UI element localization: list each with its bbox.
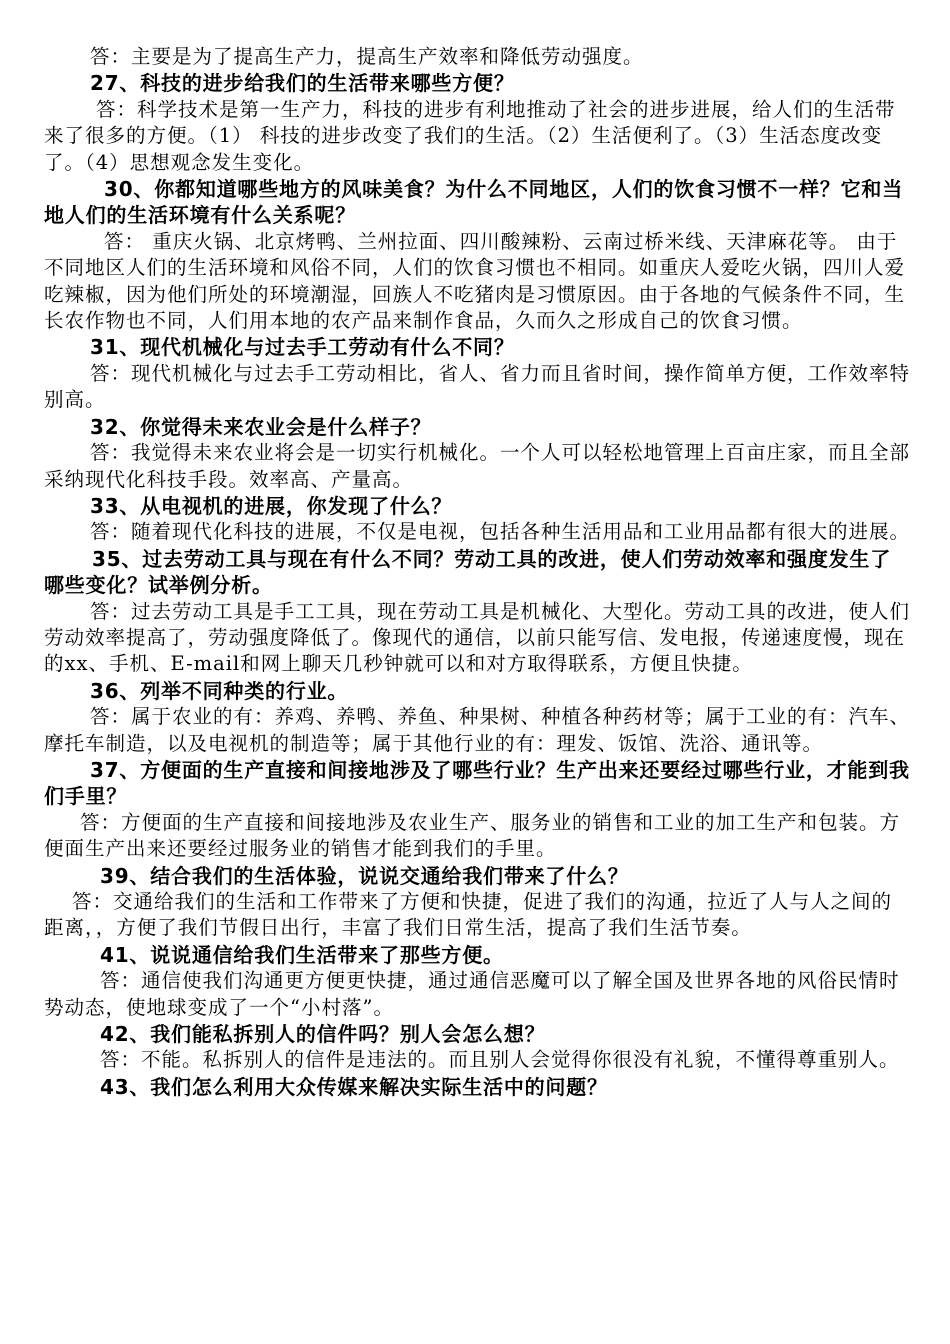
- question-heading: 27、科技的进步给我们的生活带来哪些方便？: [90, 71, 515, 96]
- question-heading: 41、说说通信给我们生活带来了那些方便。: [100, 942, 504, 967]
- question-heading: 32、你觉得未来农业会是什么样子？: [90, 414, 432, 439]
- answer-paragraph: 答：过去劳动工具是手工工具，现在劳动工具是机械化、大型化。劳动工具的改进，使人们劳动效率提高了，劳动强度降低了。像现代的通信，以前只能写信、发电报，传递速度慢，现在的xx、手机、E-mail和网上聊天几秒钟就可以和对方取得联系，方便且快捷。: [44, 599, 911, 676]
- question-heading: 35、过去劳动工具与现在有什么不同？劳动工具的改进，使人们劳动效率和强度发生了哪些变化？试举例分析。: [44, 546, 892, 598]
- question-heading: 42、我们能私拆别人的信件吗？别人会怎么想？: [100, 1022, 546, 1047]
- answer-paragraph: 答：通信使我们沟通更方便更快捷，通过通信恶魔可以了解全国及世界各地的风俗民情时势动态，使地球变成了一个“小村落”。: [44, 969, 900, 1019]
- answer-paragraph: 答：我觉得未来农业将会是一切实行机械化。一个人可以轻松地管理上百亩庄家，而且全部采纳现代化科技手段。效率高、产量高。: [44, 441, 911, 491]
- answer-paragraph: 答：随着现代化科技的进展，不仅是电视，包括各种生活用品和工业用品都有很大的进展。: [90, 520, 911, 544]
- document-page: [44, 44, 910, 1100]
- answer-paragraph: 答：方便面的生产直接和间接地涉及农业生产、服务业的销售和工业的加工生产和包装。方便面生产出来还要经过服务业的销售才能到我们的手里。: [44, 810, 901, 861]
- answer-paragraph: 答：科学技术是第一生产力，科技的进步有利地推动了社会的进步进展，给人们的生活带来了很多的方便。（1） 科技的进步改变了我们的生活。（2）生活便利了。（3）生活态度改变了。（4）思想观念发生变化。: [44, 97, 896, 174]
- answer-paragraph: 答：交通给我们的生活和工作带来了方便和快捷，促进了我们的沟通，拉近了人与人之间的距离，，方便了我们节假日出行，丰富了我们日常生活，提高了我们生活节奏。: [44, 890, 893, 940]
- question-heading: 43、我们怎么利用大众传媒来解决实际生活中的问题？: [100, 1074, 608, 1099]
- question-heading: 31、现代机械化与过去手工劳动有什么不同？: [90, 335, 515, 360]
- answer-paragraph: 答：主要是为了提高生产力，提高生产效率和降低劳动强度。: [90, 45, 644, 68]
- question-heading: 37、方便面的生产直接和间接地涉及了哪些行业？生产出来还要经过哪些行业，才能到我们手里？: [44, 757, 910, 809]
- answer-paragraph: 答：现代机械化与过去手工劳动相比，省人、省力而且省时间，操作简单方便，工作效率特别高。: [44, 361, 911, 412]
- question-heading: 39、结合我们的生活体验，说说交通给我们带来了什么？: [100, 863, 629, 888]
- answer-paragraph: 答：不能。私拆别人的信件是违法的。而且别人会觉得你很没有礼貌，不懂得尊重别人。: [100, 1048, 900, 1072]
- question-heading: 30、你都知道哪些地方的风味美食？为什么不同地区，人们的饮食习惯不一样？它和当地人们的生活环境有什么关系呢？: [44, 177, 904, 228]
- answer-paragraph: 答：属于农业的有：养鸡、养鸭、养鱼、种果树、种植各种药材等；属于工业的有：汽车、摩托车制造，以及电视机的制造等；属于其他行业的有：理发、饭馆、洗浴、通讯等。: [44, 705, 911, 755]
- question-heading: 33、从电视机的进展，你发现了什么？: [90, 493, 453, 518]
- answer-paragraph: 答： 重庆火锅、北京烤鸭、兰州拉面、四川酸辣粉、云南过桥米线、天津麻花等。 由于不同地区人们的生活环境和风俗不同，人们的饮食习惯也不相同。如重庆人爱吃火锅，四川人爱吃辣椒，因为他们所处的环境潮湿，回族人不吃猪肉是习惯原因。由于各地的气候条件不同，生长农作物也不同，人们用本地的农产品来制作食品，久而久之形成自己的饮食习惯。: [44, 229, 906, 333]
- question-heading: 36、列举不同种类的行业。: [90, 678, 349, 703]
